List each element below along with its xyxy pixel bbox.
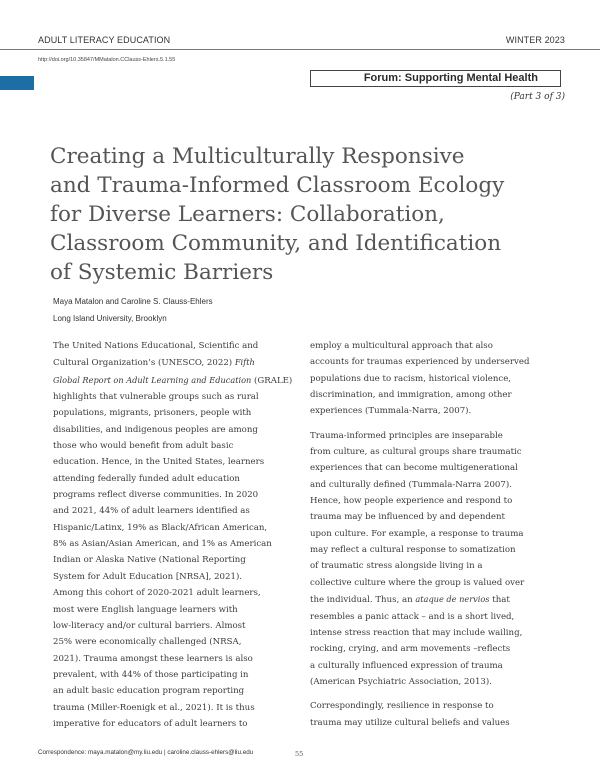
title-line: Creating a Multiculturally Responsive bbox=[50, 144, 465, 169]
body-line: Indian or Alaska Native (National Reporting bbox=[53, 555, 246, 566]
body-line: populations due to racism, historical violence, bbox=[310, 373, 512, 384]
right-column bbox=[310, 338, 570, 731]
body-line: from culture, as cultural groups share traumatic bbox=[310, 447, 522, 458]
body-line bbox=[310, 591, 570, 608]
body-text: that bbox=[489, 595, 510, 606]
body-line: rocking, crying, and arm movements –reflects bbox=[310, 644, 511, 655]
body-line: of traumatic stress alongside living in a bbox=[310, 561, 483, 572]
header-rule bbox=[0, 49, 600, 50]
body-line: Hence, how people experience and respond to bbox=[310, 496, 513, 507]
body-text: the individual. Thus, an bbox=[310, 595, 416, 606]
body-line: 25% were economically challenged (NRSA, bbox=[53, 637, 242, 648]
body-line: populations, migrants, prisoners, people with bbox=[53, 408, 252, 419]
body-line: 8% as Asian/Asian American, and 1% as American bbox=[53, 539, 272, 550]
body-line: The United Nations Educational, Scientific and bbox=[53, 341, 259, 351]
issue-label: WINTER 2023 bbox=[505, 35, 565, 45]
author-names: Maya Matalon and Caroline S. Clauss-Ehlers bbox=[53, 297, 213, 306]
left-paragraph bbox=[53, 389, 293, 732]
body-line: a culturally influenced expression of trauma bbox=[310, 660, 503, 671]
doi-link[interactable]: http://doi.org/10.35847/MMatalon.CClauss-Ehlers.5.1.55 bbox=[38, 57, 176, 63]
body-line: collective culture where the group is valued over bbox=[310, 577, 525, 588]
title-line: for Diverse Learners: Collaboration, bbox=[50, 202, 445, 227]
body-text: (GRALE) bbox=[251, 375, 293, 386]
body-line: and culturally defined (Tummala-Narra 2007). bbox=[310, 479, 512, 490]
accent-bar bbox=[0, 76, 34, 90]
body-line: System for Adult Education [NRSA], 2021). bbox=[53, 571, 243, 582]
body-line: disabilities, and indigenous peoples are among bbox=[53, 424, 258, 435]
author-affiliation: Long Island University, Brooklyn bbox=[53, 314, 167, 323]
body-line: upon culture. For example, a response to trauma bbox=[310, 528, 524, 539]
body-line: highlights that vulnerable groups such as rural bbox=[53, 392, 259, 403]
body-line: 2021). Trauma amongst these learners is also bbox=[53, 653, 253, 664]
body-line: discrimination, and immigration, among other bbox=[310, 390, 512, 401]
body-line: trauma may be influenced by and dependent bbox=[310, 512, 505, 523]
body-line: attending federally funded adult education bbox=[53, 473, 240, 484]
journal-name: ADULT LITERACY EDUCATION bbox=[38, 35, 171, 45]
body-line bbox=[53, 372, 293, 389]
body-line: experiences (Tummala-Narra, 2007). bbox=[310, 406, 472, 417]
body-line: programs reflect diverse communities. In 2020 bbox=[53, 490, 259, 501]
body-line: and 2021, 44% of adult learners identified as bbox=[53, 506, 250, 517]
body-line bbox=[53, 354, 293, 371]
body-line: Trauma-informed principles are inseparable bbox=[310, 430, 503, 441]
body-line: those who would benefit from adult basic bbox=[53, 441, 234, 452]
title-line: Classroom Community, and Identification bbox=[50, 231, 502, 256]
body-line: education. Hence, in the United States, learners bbox=[53, 457, 265, 468]
author-block bbox=[53, 293, 213, 327]
body-line: Hispanic/Latinx, 19% as Black/African American, bbox=[53, 522, 268, 533]
body-line: resembles a panic attack – and is a short lived, bbox=[310, 611, 515, 622]
body-line: imperative for educators of adult learners to bbox=[53, 718, 248, 729]
body-line: most were English language learners with bbox=[53, 604, 238, 615]
paragraph-2 bbox=[310, 428, 570, 591]
body-line: trauma (Miller-Roenigk et al., 2021). It is thus bbox=[53, 702, 255, 713]
part-label: (Part 3 of 3) bbox=[510, 92, 565, 102]
paragraph-1 bbox=[310, 338, 570, 420]
body-line: experiences that can become multigenerational bbox=[310, 463, 518, 474]
body-line: prevalent, with 44% of those participating in bbox=[53, 669, 249, 680]
report-title-italic: Global Report on Adult Learning and Education bbox=[53, 374, 252, 385]
body-line: employ a multicultural approach that also bbox=[310, 341, 493, 351]
article-title bbox=[50, 142, 565, 287]
body-line: accounts for traumas experienced by underserved bbox=[310, 357, 530, 368]
report-title-italic: Fifth bbox=[234, 357, 255, 368]
page-number: 55 bbox=[295, 750, 304, 758]
body-line: (American Psychiatric Association, 2013). bbox=[310, 676, 492, 687]
body-line: an adult basic education program reporting bbox=[53, 686, 245, 697]
body-text: Cultural Organization’s (UNESCO, 2022) bbox=[53, 358, 235, 369]
left-column bbox=[53, 338, 293, 732]
body-line: low-literacy and/or cultural barriers. Almost bbox=[53, 620, 246, 631]
title-line: and Trauma-Informed Classroom Ecology bbox=[50, 173, 505, 198]
forum-label: Forum: Supporting Mental Health bbox=[363, 72, 538, 84]
body-line: may reflect a cultural response to somatization bbox=[310, 545, 516, 556]
body-line: Correspondingly, resilience in response to bbox=[310, 701, 494, 712]
term-italic: ataque de nervios bbox=[415, 594, 490, 605]
body-line: intense stress reaction that may include wailing, bbox=[310, 627, 523, 638]
paragraph-3 bbox=[310, 698, 570, 731]
body-line: trauma may utilize cultural beliefs and values bbox=[310, 717, 510, 728]
title-line: of Systemic Barriers bbox=[50, 260, 274, 285]
paragraph-2-cont bbox=[310, 609, 570, 691]
correspondence[interactable]: Correspondence: maya.matalon@my.liu.edu | caroline.clauss-ehlers@liu.edu bbox=[38, 749, 254, 756]
body-line: Among this cohort of 2020-2021 adult learners, bbox=[53, 588, 261, 599]
